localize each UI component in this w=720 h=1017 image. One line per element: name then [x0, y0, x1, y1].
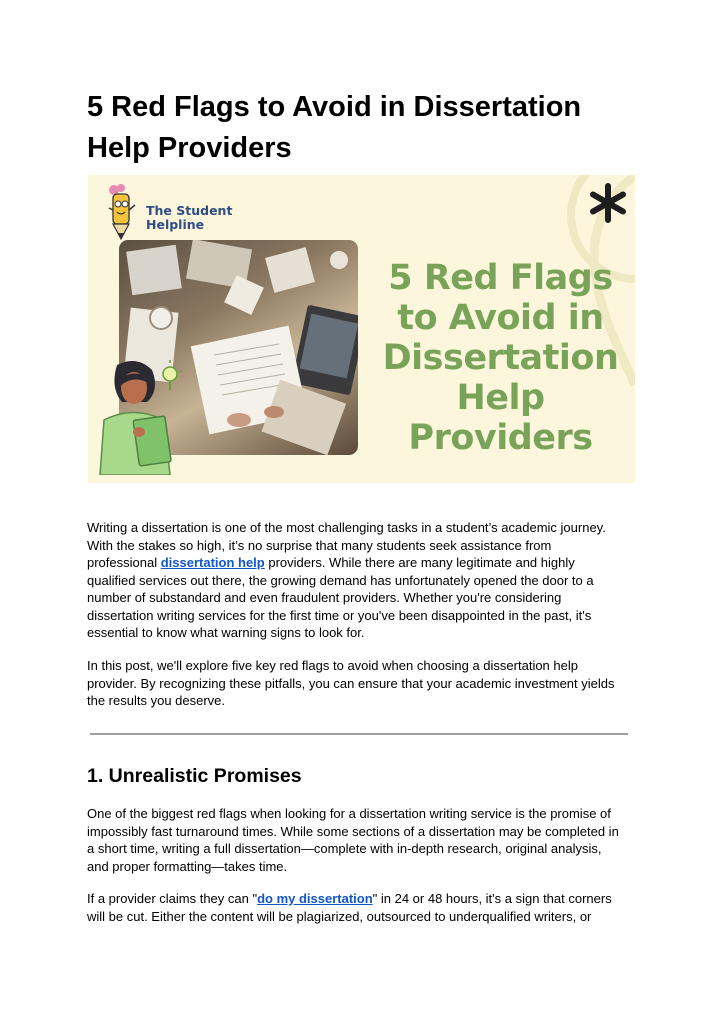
text-line: providers. While there are many legitimate and highly	[264, 555, 575, 570]
text-line: dissertation writing services for the first time or you've been disappointed in the past, it's	[87, 607, 592, 623]
section-paragraph	[87, 805, 640, 875]
page-title-line1: 5 Red Flags to Avoid in Dissertation	[87, 91, 582, 123]
banner-heading-line: Dissertation	[382, 338, 619, 378]
text-line: number of substandard and even fraudulent providers. Whether you're considering	[87, 590, 562, 605]
section-heading: 1. Unrealistic Promises	[87, 765, 302, 787]
brand-name-line1: The Student	[146, 203, 233, 218]
banner-heading-line: 5 Red Flags	[388, 258, 613, 298]
section-paragraph	[87, 890, 640, 925]
text-line: One of the biggest red flags when looking for a dissertation writing service is the promise of	[87, 806, 611, 821]
text-line: Writing a dissertation is one of the most challenging tasks in a student’s academic journey.	[87, 520, 606, 535]
intro-paragraph	[87, 519, 640, 642]
text-line: will be cut. Either the content will be plagiarized, outsourced to underqualified writers, or	[87, 908, 592, 924]
text-line: If a provider claims they can "	[87, 891, 258, 906]
asterisk-icon	[588, 183, 628, 223]
brand-name-line2: Helpline	[146, 217, 205, 232]
text-line: In this post, we'll explore five key red flags to avoid when choosing a dissertation help	[87, 658, 578, 673]
banner-heading-line: Help	[456, 378, 545, 418]
banner-heading	[368, 258, 633, 458]
text-line: impossibly fast turnaround times. While some sections of a dissertation may be completed in	[87, 823, 619, 839]
text-line: provider. By recognizing these pitfalls, you can ensure that your academic investment yields	[87, 675, 615, 691]
page-title-line2: Help Providers	[87, 132, 292, 164]
text-line: With the stakes so high, it’s no surprise that many students seek assistance from	[87, 537, 552, 553]
brand-logo	[104, 183, 234, 243]
banner-heading-line: Providers	[408, 418, 593, 458]
student-character-illustration	[92, 360, 182, 475]
text-line: qualified services out there, the growing demand has unfortunately opened the door to a	[87, 572, 594, 588]
do-my-dissertation-link[interactable]: do my dissertation	[257, 891, 373, 906]
text-line: and proper formatting—takes time.	[87, 858, 288, 874]
pencil-mascot-icon	[104, 183, 146, 243]
text-line: " in 24 or 48 hours, it's a sign that corners	[372, 891, 612, 906]
hero-banner-image	[88, 175, 635, 483]
horizontal-divider	[90, 733, 628, 735]
text-line: professional	[87, 555, 161, 570]
page-title	[87, 87, 647, 169]
text-line: a short time, writing a full dissertation—complete with in-depth research, original analysis,	[87, 841, 602, 856]
text-line: the results you deserve.	[87, 693, 226, 708]
dissertation-help-link[interactable]: dissertation help	[160, 555, 265, 570]
text-line: essential to know what warning signs to look for.	[87, 625, 365, 640]
banner-heading-line: to Avoid in	[397, 298, 604, 338]
overview-paragraph	[87, 657, 640, 710]
